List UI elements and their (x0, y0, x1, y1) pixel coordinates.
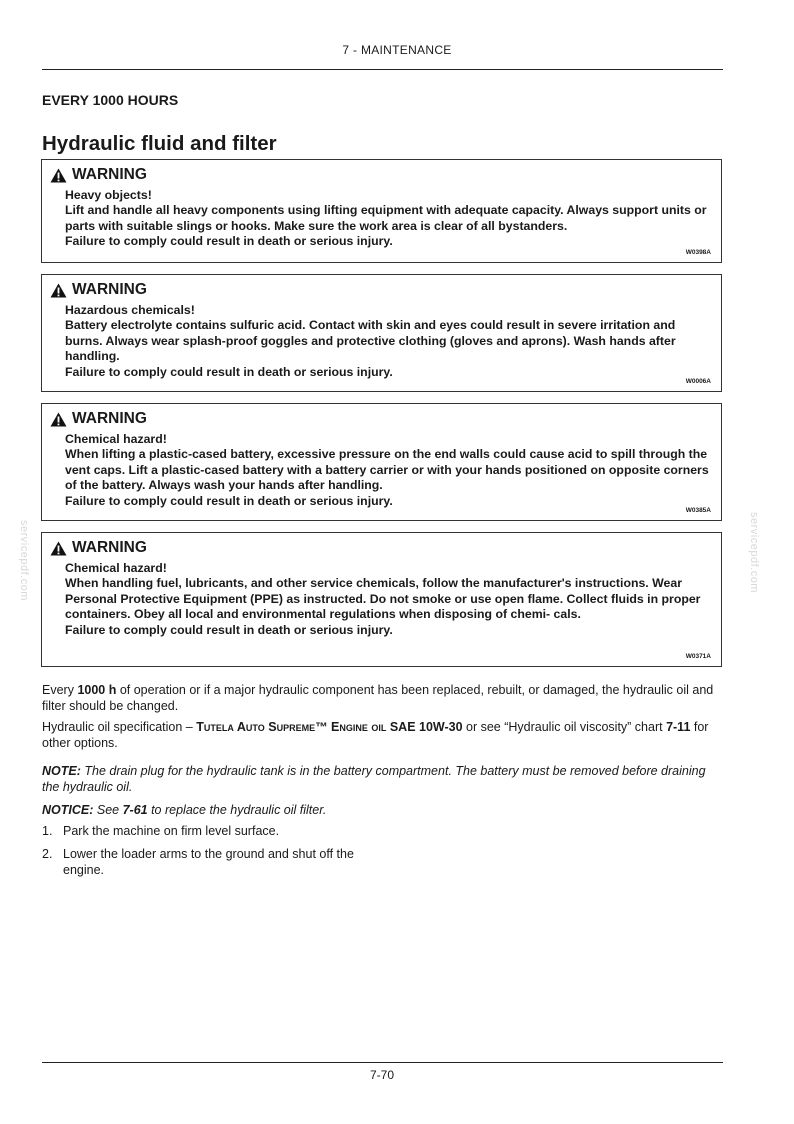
oil-grade: SAE 10W-30 (386, 720, 463, 734)
warning-text: Battery electrolyte contains sulfuric acid. Contact with skin and eyes could result in severe irritation and burns. Always wear splash-proof goggles and protective clothing (gloves and aprons). Wash hands after handling. (65, 318, 676, 364)
warning-text: When handling fuel, lubricants, and other service chemicals, follow the manufacturer's instructions. Wear Personal Protective Equipment (PPE) as instructed. Do not smoke or use open flame. Collect fluids in proper containers. Obey all local and environmental regulations when disposing of chemi- cals. (65, 576, 701, 622)
warning-box (41, 159, 722, 263)
interval-paragraph (42, 683, 726, 714)
warning-consequence: Failure to comply could result in death or serious injury. (65, 622, 393, 637)
warning-consequence: Failure to comply could result in death or serious injury. (65, 364, 393, 379)
warning-code: W0371A (685, 653, 711, 660)
interval-hours: 1000 h (77, 683, 117, 697)
footer-rule (42, 1062, 723, 1063)
warning-heading: Heavy objects! (65, 188, 152, 202)
warning-box (41, 532, 722, 667)
warning-text: Lift and handle all heavy components using lifting equipment with adequate capacity. Always support units or parts with suitable slings or hooks. Make sure the work area is clear of all bystanders. (65, 203, 707, 233)
page-reference[interactable]: 7-11 (666, 720, 691, 734)
step-number: 2. (42, 847, 53, 861)
notice-text: See (93, 803, 123, 817)
step-number: 1. (42, 824, 53, 838)
paragraph-text: Every (42, 683, 78, 697)
warning-box (41, 403, 722, 521)
warning-body (65, 188, 710, 250)
paragraph-text: of operation or if a major hydraulic component has been replaced, rebuilt, or damaged, the hydraulic oil and filter should be changed. (42, 683, 714, 713)
warning-box (41, 274, 722, 392)
note-paragraph (42, 764, 726, 795)
warning-triangle-icon (50, 412, 67, 427)
notice-paragraph (42, 803, 726, 819)
warning-triangle-icon (50, 283, 67, 298)
step-text: Lower the loader arms to the ground and shut off the engine. (63, 847, 354, 877)
list-item (42, 847, 402, 881)
paragraph-text: or see “Hydraulic oil viscosity” chart (462, 720, 667, 734)
paragraph-text: Hydraulic oil specification – (42, 720, 197, 734)
note-label: NOTE: (42, 764, 81, 778)
warning-label: WARNING (72, 166, 147, 183)
warning-heading: Chemical hazard! (65, 561, 167, 575)
warning-code: W0385A (685, 507, 711, 514)
page-reference[interactable]: 7-61 (122, 803, 148, 817)
warning-header (50, 410, 147, 428)
warning-triangle-icon (50, 541, 67, 556)
oil-spec-paragraph (42, 720, 726, 751)
watermark-right: servicepdf.com (748, 512, 760, 593)
warning-label: WARNING (72, 281, 147, 298)
maintenance-interval: EVERY 1000 HOURS (42, 92, 179, 108)
warning-triangle-icon (50, 168, 67, 183)
paragraph-text: for other options. (42, 720, 709, 750)
warning-header (50, 166, 147, 184)
warning-code: W0398A (685, 249, 711, 256)
oil-product-name: Tutela Auto Supreme™ Engine oil (196, 720, 387, 734)
warning-label: WARNING (72, 539, 147, 556)
section-title: Hydraulic fluid and filter (42, 132, 277, 155)
warning-label: WARNING (72, 410, 147, 427)
page-number: 7-70 (369, 1068, 395, 1082)
warning-body (65, 561, 710, 638)
warning-consequence: Failure to comply could result in death or serious injury. (65, 493, 393, 508)
header-section-title: 7 - MAINTENANCE (342, 43, 452, 57)
warning-text: When lifting a plastic-cased battery, excessive pressure on the end walls could cause acid to spill through the vent caps. Lift a plastic-cased battery with a battery carrier or with your hands positioned on opposite corners of the battery. Always wash your hands after handling. (65, 447, 709, 493)
notice-label: NOTICE: (42, 803, 94, 817)
header-rule (42, 69, 723, 70)
note-text: The drain plug for the hydraulic tank is in the battery compartment. The battery must be removed before draining the hydraulic oil. (42, 764, 706, 794)
notice-text: to replace the hydraulic oil filter. (147, 803, 327, 817)
warning-heading: Hazardous chemicals! (65, 303, 195, 317)
watermark-left: servicepdf.com (18, 520, 30, 601)
list-item (42, 824, 402, 842)
warning-heading: Chemical hazard! (65, 432, 167, 446)
warning-code: W0006A (685, 378, 711, 385)
warning-consequence: Failure to comply could result in death or serious injury. (65, 234, 393, 249)
step-text: Park the machine on firm level surface. (63, 824, 280, 838)
warning-header (50, 281, 147, 299)
warning-body (65, 432, 710, 509)
warning-header (50, 539, 147, 557)
warning-body (65, 303, 710, 380)
